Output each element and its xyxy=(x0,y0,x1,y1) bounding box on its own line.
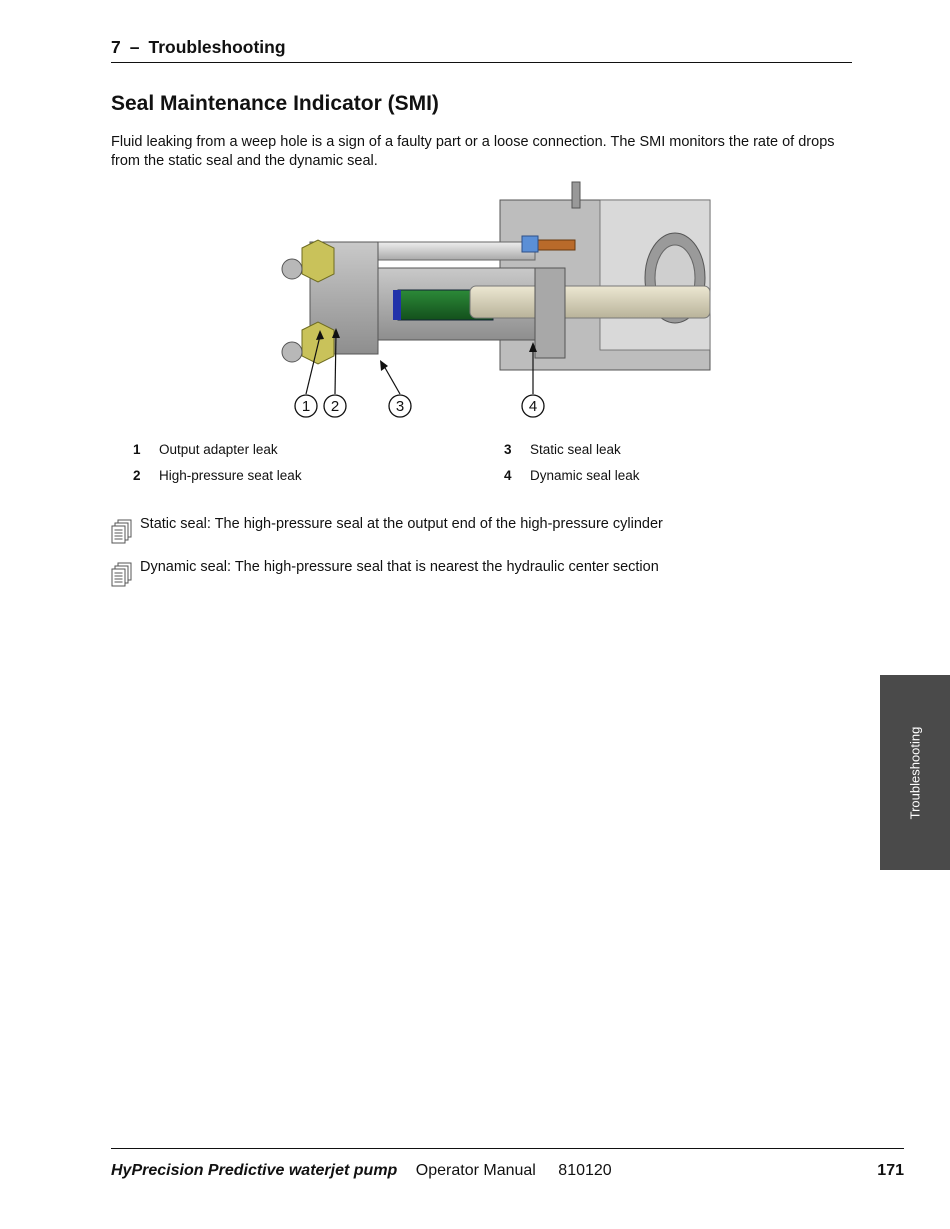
note-dynamic-seal xyxy=(111,558,871,588)
callout-3-label: 3 xyxy=(395,398,405,415)
callout-4-label: 4 xyxy=(528,398,538,415)
side-tab-label: Troubleshooting xyxy=(907,726,923,819)
legend-number: 1 xyxy=(133,442,141,457)
legend-label: Static seal leak xyxy=(530,442,621,457)
legend-number: 3 xyxy=(504,442,512,457)
note-static-seal xyxy=(111,515,871,545)
note-pages-icon xyxy=(111,562,133,588)
section-title: Seal Maintenance Indicator (SMI) xyxy=(111,92,439,115)
chapter-title: Troubleshooting xyxy=(148,37,286,57)
intro-paragraph: Fluid leaking from a weep hole is a sign of a faulty part or a loose connection. The SMI monitors the rate of drops from the static seal and the dynamic seal. xyxy=(111,134,835,169)
note-text: Dynamic seal: The high-pressure seal that is nearest the hydraulic center section xyxy=(140,559,659,575)
legend-label: Dynamic seal leak xyxy=(530,468,640,483)
legend-label: Output adapter leak xyxy=(159,442,278,457)
legend-number: 4 xyxy=(504,468,512,483)
legend-label: High-pressure seat leak xyxy=(159,468,302,483)
footer-product-name: HyPrecision Predictive waterjet pump xyxy=(111,1162,398,1179)
smi-cutaway-figure xyxy=(280,178,712,422)
page-footer xyxy=(111,1160,904,1184)
note-text: Static seal: The high-pressure seal at the output end of the high-pressure cylinder xyxy=(140,516,663,532)
callout-1-label: 1 xyxy=(301,398,311,415)
chapter-separator: – xyxy=(129,37,140,57)
chapter-number: 7 xyxy=(111,37,121,57)
page-number: 171 xyxy=(877,1162,904,1179)
callout-2-label: 2 xyxy=(330,398,340,415)
side-chapter-tab[interactable] xyxy=(880,675,950,870)
figure-legend xyxy=(133,440,733,500)
chapter-header xyxy=(111,37,852,63)
footer-divider xyxy=(111,1148,904,1149)
footer-manual-title: Operator Manual xyxy=(415,1162,536,1179)
footer-part-number: 810120 xyxy=(558,1162,612,1179)
cutaway-illustration xyxy=(280,178,712,422)
legend-number: 2 xyxy=(133,468,141,483)
note-pages-icon xyxy=(111,519,133,545)
